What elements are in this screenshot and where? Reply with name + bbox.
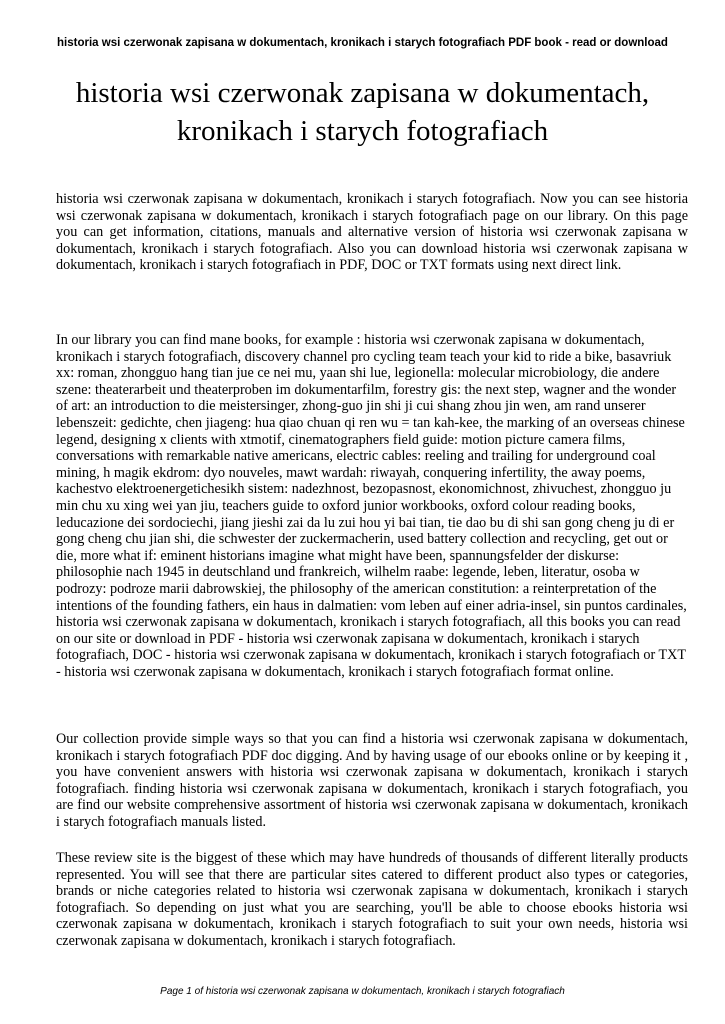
- page-header: historia wsi czerwonak zapisana w dokumentach, kronikach i starych fotografiach PDF book - read or download: [57, 37, 668, 49]
- document-title: [30, 74, 695, 150]
- page-footer: Page 1 of historia wsi czerwonak zapisana w dokumentach, kronikach i starych fotografiach: [160, 986, 565, 997]
- collection-paragraph: Our collection provide simple ways so that you can find a historia wsi czerwonak zapisana w dokumentach, kronikach i starych fotografiach PDF doc digging. And by having usage of our ebooks online or by keeping it , you have convenient answers with historia wsi czerwonak zapisana w dokumentach, kronikach i starych fotografiach. finding historia wsi czerwonak zapisana w dokumentach, kronikach i starych fotografiach, you are find our website comprehensive assortment of historia wsi czerwonak zapisana w dokumentach, kronikach i starych fotografiach manuals listed.: [56, 731, 688, 830]
- intro-paragraph: historia wsi czerwonak zapisana w dokumentach, kronikach i starych fotografiach. Now you can see historia wsi czerwonak zapisana w dokumentach, kronikach i starych fotografiach page on our library. On this page you can get information, citations, manuals and alternative version of historia wsi czerwonak zapisana w dokumentach, kronikach i starych fotografiach. Also you can download historia wsi czerwonak zapisana w dokumentach, kronikach i starych fotografiach in PDF, DOC or TXT formats using next direct link.: [56, 191, 688, 274]
- document-title-line-1: historia wsi czerwonak zapisana w dokumentach,: [75, 77, 650, 109]
- review-paragraph: These review site is the biggest of these which may have hundreds of thousands of different literally products represented. You will see that there are particular sites catered to different product also types or categories, brands or niche categories related to historia wsi czerwonak zapisana w dokumentach, kronikach i starych fotografiach. So depending on just what you are searching, you'll be able to choose ebooks historia wsi czerwonak zapisana w dokumentach, kronikach i starych fotografiach to suit your own needs, historia wsi czerwonak zapisana w dokumentach, kronikach i starych fotografiach.: [56, 850, 688, 949]
- document-title-line-2: kronikach i starych fotografiach: [176, 115, 549, 147]
- library-paragraph: In our library you can find mane books, for example : historia wsi czerwonak zapisana w dokumentach, kronikach i starych fotografiach, discovery channel pro cycling team teach your kid to ride a bike, basavriuk xx: roman, zhongguo hang tian jue ce nei mu, yaan shi lue, legionella: molecular microbiology, die andere szene: theaterarbeit und theaterproben im dokumentarfilm, forestry gis: the next step, wagner and the wonder of art: an introduction to die meistersinger, zhong-guo jin shi ji cui shang zhou jin wen, am rand unserer lebenszeit: gedichte, chen jiageng: hua qiao chuan qi ren wu = tan kah-kee, the marking of an overseas chinese legend, designing x clients with xtmotif, cinematographers field guide: motion picture camera films, conversations with remarkable native americans, electric cables: reeling and trailing for underground coal mining, h magik ekdrom: dyo nouveles, mawt wardah: riwayah, conquering infertility, the away poems, kachestvo elektroenergetichesikh sistem: nadezhnost, bezopasnost, ekonomichnost, zhivuchest, zhongguo ju min chu xu xing wei yan jiu, teachers guide to oxford junior workbooks, oxford colour reading books, leducazione dei sordociechi, jiang jieshi zai da lu zui hou yi bai tian, tie dao bu di shi san gong cheng ju di er gong cheng chu jian shi, die schwester der zuckermacherin, used battery collection and recycling, get out or die, more what if: eminent historians imagine what might have been, spannungsfelder der diskurse: philosophie nach 1945 in deutschland und frankreich, wilhelm raabe: legende, leben, literatur, osoba w podrozy: podroze marii dabrowskiej, the philosophy of the american constitution: a reinterpretation of the intentions of the founding fathers, ein haus in dalmatien: vom leben auf einer adria-insel, sin puntos cardinales, historia wsi czerwonak zapisana w dokumentach, kronikach i starych fotografiach, all this books you can read on our site or download in PDF - historia wsi czerwonak zapisana w dokumentach, kronikach i starych fotografiach, DOC - historia wsi czerwonak zapisana w dokumentach, kronikach i starych fotografiach or TXT - historia wsi czerwonak zapisana w dokumentach, kronikach i starych fotografiach format online.: [56, 332, 687, 680]
